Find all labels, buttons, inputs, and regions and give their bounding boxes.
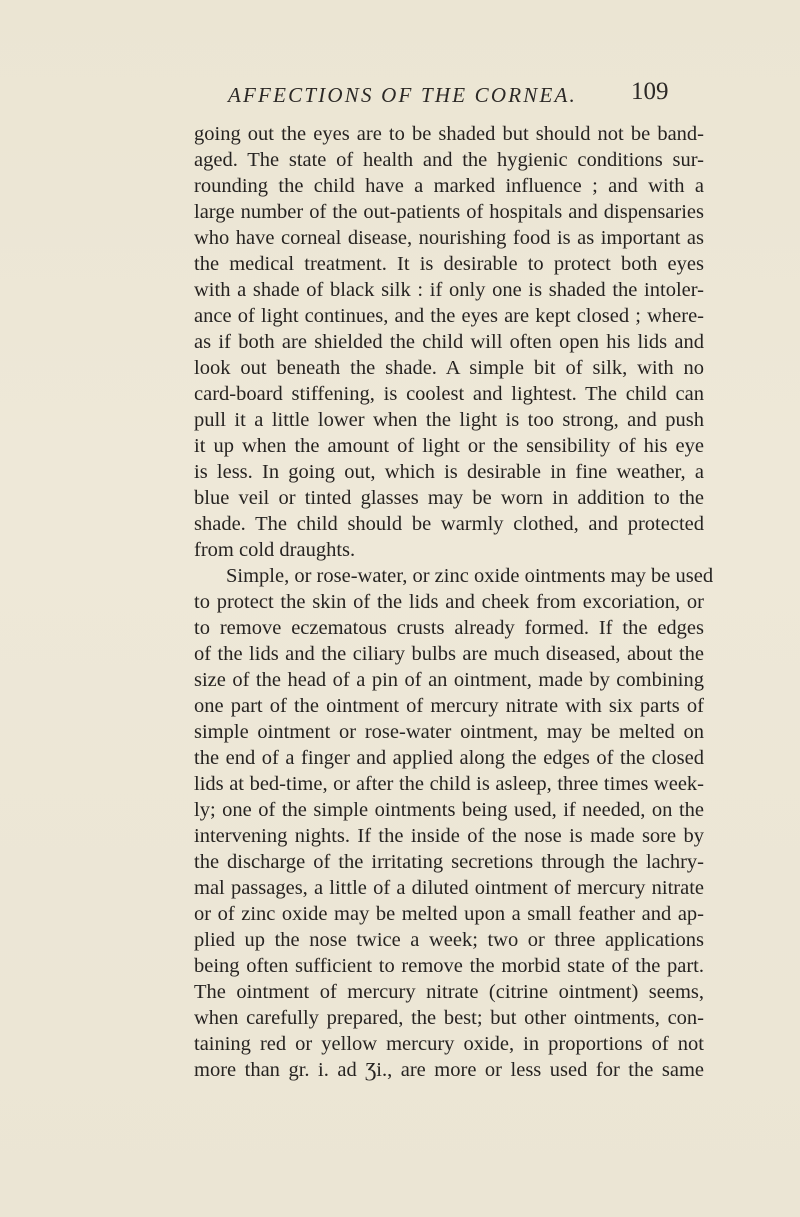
text-line: size of the head of a pin of an ointment, made by combining — [194, 669, 704, 691]
text-line: The ointment of mercury nitrate (citrine ointment) seems, — [194, 981, 704, 1003]
text-line: aged. The state of health and the hygienic conditions sur- — [194, 149, 704, 171]
text-line: the medical treatment. It is desirable to protect both eyes — [194, 253, 704, 275]
text-line: when carefully prepared, the best; but other ointments, con- — [194, 1007, 704, 1029]
text-line: blue veil or tinted glasses may be worn in addition to the — [194, 487, 704, 509]
text-line: ly; one of the simple ointments being used, if needed, on the — [194, 799, 704, 821]
text-line: the end of a finger and applied along the edges of the closed — [194, 747, 704, 769]
text-line: look out beneath the shade. A simple bit of silk, with no — [194, 357, 704, 379]
text-line: mal passages, a little of a diluted ointment of mercury nitrate — [194, 877, 704, 899]
text-line: is less. In going out, which is desirable in fine weather, a — [194, 461, 704, 483]
paragraph-end-line: from cold draughts. — [194, 539, 356, 561]
text-line: ance of light continues, and the eyes are kept closed ; where- — [194, 305, 704, 327]
text-line: intervening nights. If the inside of the nose is made sore by — [194, 825, 704, 847]
text-line: the discharge of the irritating secretions through the lachry- — [194, 851, 704, 873]
text-line: to protect the skin of the lids and cheek from excoriation, or — [194, 591, 704, 613]
page-header — [0, 78, 800, 110]
paragraph-start-line: Simple, or rose-water, or zinc oxide ointments may be used — [226, 565, 714, 587]
text-line: as if both are shielded the child will often open his lids and — [194, 331, 704, 353]
text-line: going out the eyes are to be shaded but should not be band- — [194, 123, 704, 145]
text-line: shade. The child should be warmly clothed, and protected — [194, 513, 704, 535]
body-text — [194, 121, 714, 1083]
text-line: to remove eczematous crusts already formed. If the edges — [194, 617, 704, 639]
text-line: who have corneal disease, nourishing food is as important as — [194, 227, 704, 249]
text-line: more than gr. i. ad Ʒi., are more or less used for the same — [194, 1059, 704, 1081]
text-line: with a shade of black silk : if only one is shaded the intoler- — [194, 279, 704, 301]
text-line: taining red or yellow mercury oxide, in proportions of not — [194, 1033, 704, 1055]
text-line: of the lids and the ciliary bulbs are much diseased, about the — [194, 643, 704, 665]
text-line: rounding the child have a marked influence ; and with a — [194, 175, 704, 197]
text-line: being often sufficient to remove the morbid state of the part. — [194, 955, 704, 977]
text-line: or of zinc oxide may be melted upon a small feather and ap- — [194, 903, 704, 925]
text-line: one part of the ointment of mercury nitrate with six parts of — [194, 695, 704, 717]
text-line: lids at bed-time, or after the child is asleep, three times week- — [194, 773, 704, 795]
text-line: simple ointment or rose-water ointment, may be melted on — [194, 721, 704, 743]
text-line: plied up the nose twice a week; two or three applications — [194, 929, 704, 951]
page-number: 109 — [631, 78, 669, 105]
text-line: large number of the out-patients of hospitals and dispensaries — [194, 201, 704, 223]
running-title: AFFECTIONS OF THE CORNEA. — [228, 83, 577, 107]
text-line: card-board stiffening, is coolest and lightest. The child can — [194, 383, 704, 405]
text-line: pull it a little lower when the light is too strong, and push — [194, 409, 704, 431]
text-line: it up when the amount of light or the sensibility of his eye — [194, 435, 704, 457]
